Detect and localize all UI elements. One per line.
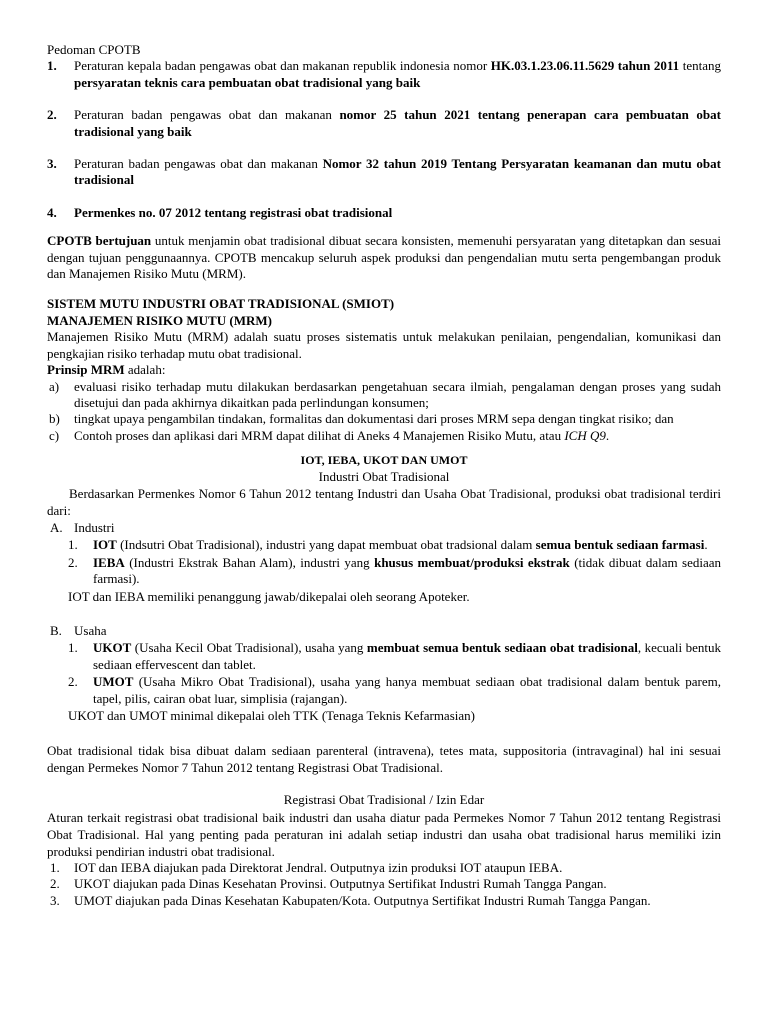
- regulation-number: 1.: [47, 58, 57, 74]
- regulation-text: Peraturan kepala badan pengawas obat dan makanan republik indonesia nomor HK.03.1.23.06.11.5629 tahun 2011 tentang persyaratan teknis cara pembuatan obat tradisional yang baik: [74, 58, 721, 90]
- prinsip-mrm-label: Prinsip MRM adalah:: [47, 362, 166, 378]
- doc-header: Pedoman CPOTB: [47, 42, 141, 57]
- usaha-note: UKOT dan UMOT minimal dikepalai oleh TTK (Tenaga Teknis Kefarmasian): [68, 708, 475, 723]
- usaha-item-ukot: 1. UKOT (Usaha Kecil Obat Tradisional), usaha yang membuat semua bentuk sediaan obat tradisional, kecuali bentuk sediaan effervescent dan tablet.: [68, 640, 721, 672]
- registrasi-item-3: 3. UMOT diajukan pada Dinas Kesehatan Kabupaten/Kota. Outputnya Sertifikat Industri Rumah Tangga Pangan.: [50, 892, 651, 908]
- regulation-item-1: [47, 58, 721, 91]
- prinsip-item-b: b) tingkat upaya pengambilan tindakan, formalitas dan dokumentasi dari proses MRM sepa dengan tingkat risiko; dan: [49, 411, 674, 427]
- cpotb-paragraph: CPOTB bertujuan untuk menjamin obat tradisional dibuat secara konsisten, memenuhi persyaratan yang ditetapkan dan sesuai dengan tujuan penggunaannya. CPOTB mencakup seluruh aspek produksi dan pengendalian mutu serta pengembangan produk dan Manajemen Risiko Mutu (MRM).: [47, 233, 722, 282]
- usaha-label: B. Usaha: [50, 622, 107, 638]
- industri-item-ieba: 2. IEBA (Industri Ekstrak Bahan Alam), industri yang khusus membuat/produksi ekstrak (tidak dibuat dalam sediaan farmasi).: [68, 554, 721, 587]
- smiot-heading: SISTEM MUTU INDUSTRI OBAT TRADISIONAL (SMIOT): [47, 296, 395, 312]
- industri-note: IOT dan IEBA memiliki penanggung jawab/dikepalai oleh seorang Apoteker.: [68, 588, 470, 604]
- registrasi-item-1: 1. IOT dan IEBA diajukan pada Direktorat Jendral. Outputnya izin produksi IOT ataupun IEBA.: [50, 859, 563, 875]
- regulation-number: 3.: [47, 156, 57, 172]
- iot-heading: IOT, IEBA, UKOT DAN UMOT: [300, 453, 468, 468]
- regulation-number: 4.: [47, 204, 57, 220]
- regulation-item-2: [47, 107, 721, 140]
- regulation-item-4: [47, 205, 721, 221]
- registrasi-paragraph: Aturan terkait registrasi obat tradisional baik industri dan usaha diatur pada Permekes Nomor 7 Tahun 2012 tentang Registrasi Obat Tradisional. Hal yang penting pada peraturan ini adalah setiap industri dan usaha obat tradisional harus memiliki izin produksi pendirian industri obat tradisional.: [47, 809, 721, 859]
- prinsip-item-a: a) evaluasi risiko terhadap mutu dilakukan berdasarkan pengetahuan secara ilmiah, pengalaman dengan proses yang sudah disetujui dan pada akhirnya dikaitkan pada perlindungan konsumen;: [49, 378, 721, 410]
- regulation-text: Peraturan badan pengawas obat dan makanan Nomor 32 tahun 2019 Tentang Persyaratan keamanan dan mutu obat tradisional: [74, 156, 721, 188]
- registrasi-item-2: 2. UKOT diajukan pada Dinas Kesehatan Provinsi. Outputnya Sertifikat Industri Rumah Tangga Pangan.: [50, 876, 607, 892]
- mrm-definition: Manajemen Risiko Mutu (MRM) adalah suatu proses sistematis untuk melakukan penilaian, pengendalian, komunikasi dan pengkajian risiko terhadap mutu obat tradisional.: [47, 329, 721, 361]
- regulation-text: Peraturan badan pengawas obat dan makanan nomor 25 tahun 2021 tentang penerapan cara pembuatan obat tradisional yang baik: [74, 107, 721, 139]
- iot-subheading: Industri Obat Tradisional: [318, 468, 450, 484]
- usaha-item-umot: 2. UMOT (Usaha Mikro Obat Tradisional), usaha yang hanya membuat sediaan obat tradisional dalam bentuk parem, tapel, pilis, cairan obat luar, simplisia (rajangan).: [68, 674, 721, 706]
- parenteral-paragraph: Obat tradisional tidak bisa dibuat dalam sediaan parenteral (intravena), tetes mata, suppositoria (intravaginal) hal ini sesuai dengan Permekes Nomor 7 Tahun 2012 tentang Registrasi Obat Tradisional.: [47, 743, 721, 776]
- regulation-item-3: [47, 156, 721, 189]
- document-content: [47, 42, 721, 909]
- mrm-heading: MANAJEMEN RISIKO MUTU (MRM): [47, 312, 272, 328]
- industri-label: A. Industri: [50, 519, 115, 535]
- regulation-number: 2.: [47, 107, 57, 123]
- prinsip-item-c: c) Contoh proses dan aplikasi dari MRM dapat dilihat di Aneks 4 Manajemen Risiko Mutu, atau ICH Q9.: [49, 427, 610, 443]
- registrasi-heading: Registrasi Obat Tradisional / Izin Edar: [283, 792, 485, 808]
- iot-intro: Berdasarkan Permenkes Nomor 6 Tahun 2012 tentang Industri dan Usaha Obat Tradisional, produksi obat tradisional terdiri dari:: [47, 485, 721, 518]
- industri-item-iot: 1. IOT (Indsutri Obat Tradisional), industri yang dapat membuat obat tradsional dalam semua bentuk sediaan farmasi.: [68, 537, 708, 553]
- regulation-text: Permenkes no. 07 2012 tentang registrasi obat tradisional: [74, 204, 393, 220]
